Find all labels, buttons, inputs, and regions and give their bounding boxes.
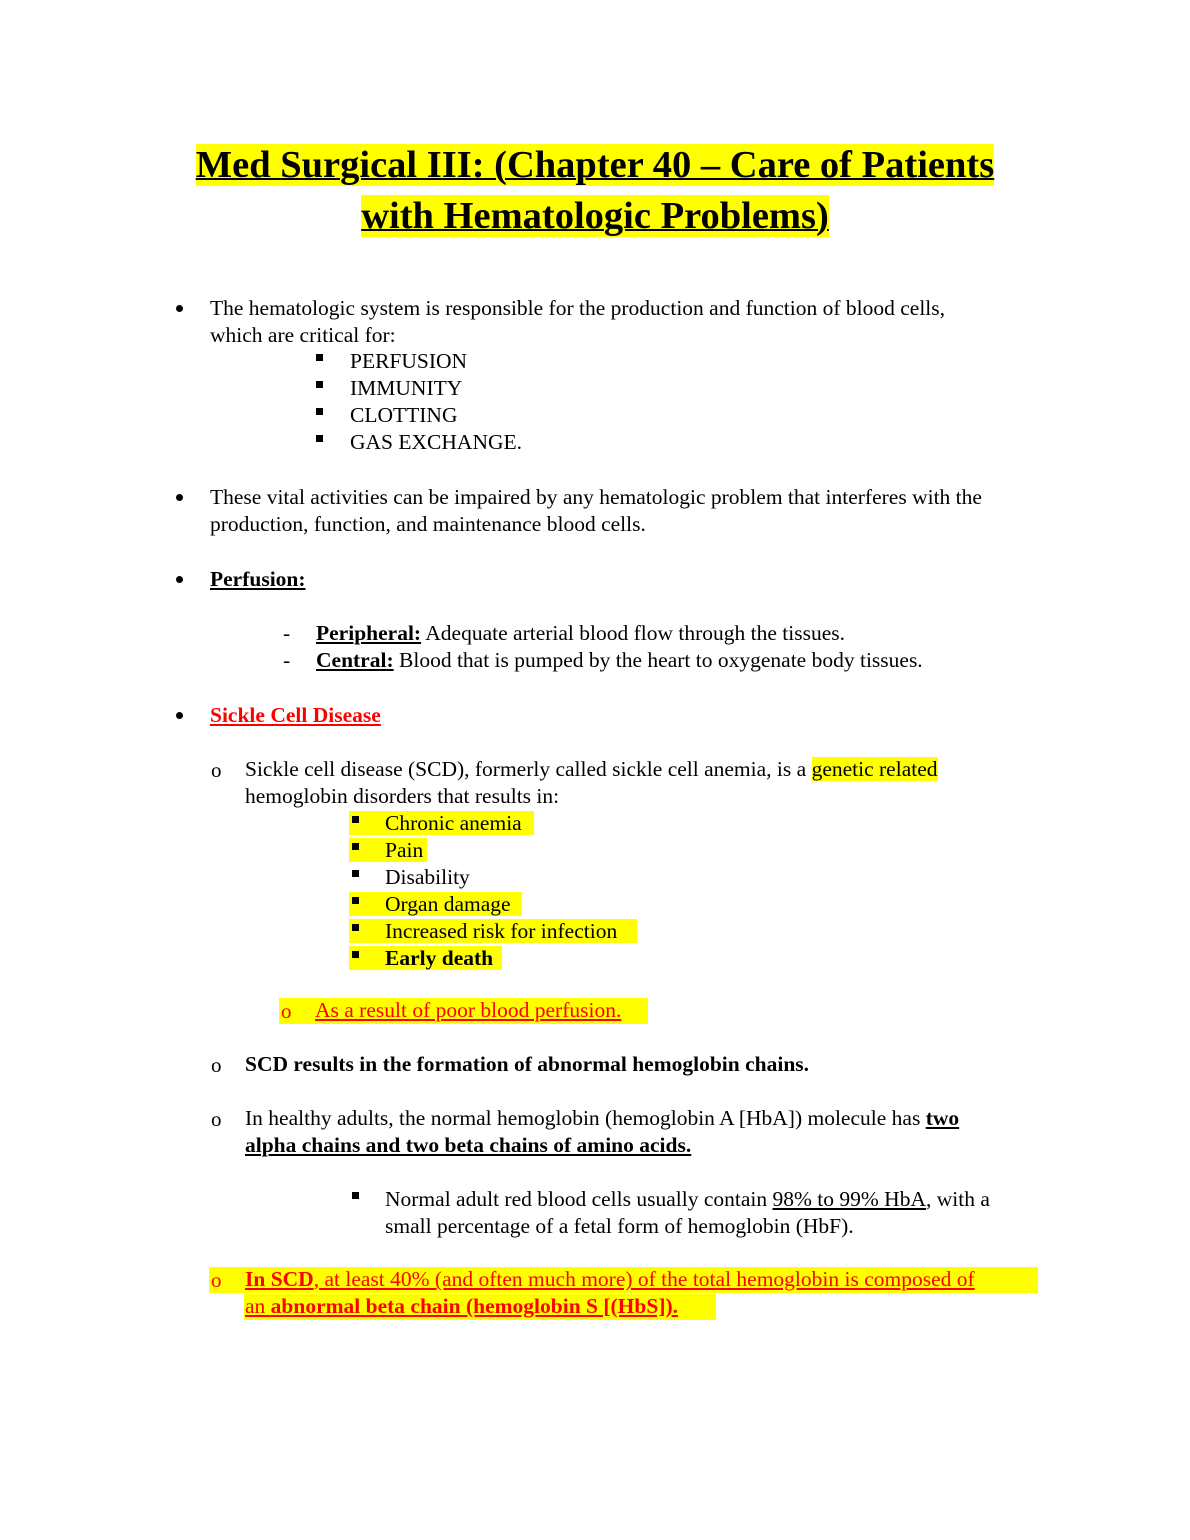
scd-result-disability: Disability (385, 865, 470, 889)
square-bullet-icon (316, 435, 323, 442)
intro-item-perfusion: PERFUSION (350, 349, 468, 373)
perfusion-heading: Perfusion: (210, 567, 306, 591)
square-bullet-icon (316, 354, 323, 361)
dash-icon: - (283, 648, 291, 672)
scd-abnormal-chains: SCD results in the formation of abnormal hemoglobin chains. (245, 1052, 810, 1076)
perfusion-central: Central: Blood that is pumped by the heart to oxygenate body tissues. (316, 648, 923, 672)
scd-definition-line-2: hemoglobin disorders that results in: (245, 784, 560, 808)
intro-line-2: which are critical for: (210, 323, 396, 347)
bullet-icon (176, 576, 183, 583)
scd-result-infection: Increased risk for infection (385, 919, 618, 943)
vital-line-1: These vital activities can be impaired by any hematologic problem that interferes with the (210, 485, 982, 509)
bullet-icon (176, 712, 183, 719)
circle-bullet-icon: o (211, 1053, 222, 1077)
intro-line-1: The hematologic system is responsible for the production and function of blood cells, (210, 296, 946, 320)
vital-line-2: production, function, and maintenance blood cells. (210, 512, 646, 536)
intro-item-immunity: IMMUNITY (350, 376, 463, 400)
intro-item-clotting: CLOTTING (350, 403, 458, 427)
bullet-icon (176, 494, 183, 501)
square-bullet-icon (352, 1192, 359, 1199)
square-bullet-icon (352, 843, 359, 850)
scd-result-chronic-anemia: Chronic anemia (385, 811, 522, 835)
scd-result-pain: Pain (385, 838, 424, 862)
scd-heading: Sickle Cell Disease (210, 703, 381, 727)
page-title-line-2: with Hematologic Problems) (361, 195, 829, 237)
scd-normal-line-1: Normal adult red blood cells usually contain 98% to 99% HbA, with a (385, 1187, 990, 1211)
square-bullet-icon (352, 870, 359, 877)
scd-normal-line-2: small percentage of a fetal form of hemoglobin (HbF). (385, 1214, 854, 1238)
scd-poor-perfusion: As a result of poor blood perfusion. (315, 998, 622, 1022)
intro-item-gas-exchange: GAS EXCHANGE. (350, 430, 522, 454)
bullet-icon (176, 305, 183, 312)
scd-definition-line-1: Sickle cell disease (SCD), formerly called sickle cell anemia, is a genetic related (245, 757, 938, 781)
scd-healthy-line-2: alpha chains and two beta chains of amino acids. (245, 1133, 692, 1157)
dash-icon: - (283, 621, 291, 645)
square-bullet-icon (316, 381, 323, 388)
scd-healthy-line-1: In healthy adults, the normal hemoglobin (hemoglobin A [HbA]) molecule has two (245, 1106, 960, 1130)
scd-in-scd-line-1: In SCD, at least 40% (and often much more) of the total hemoglobin is composed of (245, 1267, 975, 1291)
square-bullet-icon (352, 816, 359, 823)
square-bullet-icon (316, 408, 323, 415)
circle-bullet-icon: o (281, 999, 292, 1023)
circle-bullet-icon: o (211, 758, 222, 782)
circle-bullet-icon: o (211, 1107, 222, 1131)
perfusion-peripheral: Peripheral: Adequate arterial blood flow through the tissues. (316, 621, 846, 645)
square-bullet-icon (352, 924, 359, 931)
square-bullet-icon (352, 951, 359, 958)
circle-bullet-icon: o (211, 1268, 222, 1292)
scd-in-scd-line-2: an abnormal beta chain (hemoglobin S [(HbS]). (245, 1294, 679, 1318)
scd-result-early-death: Early death (385, 946, 494, 970)
page-title-line-1: Med Surgical III: (Chapter 40 – Care of Patients (195, 144, 995, 186)
square-bullet-icon (352, 897, 359, 904)
scd-result-organ-damage: Organ damage (385, 892, 511, 916)
